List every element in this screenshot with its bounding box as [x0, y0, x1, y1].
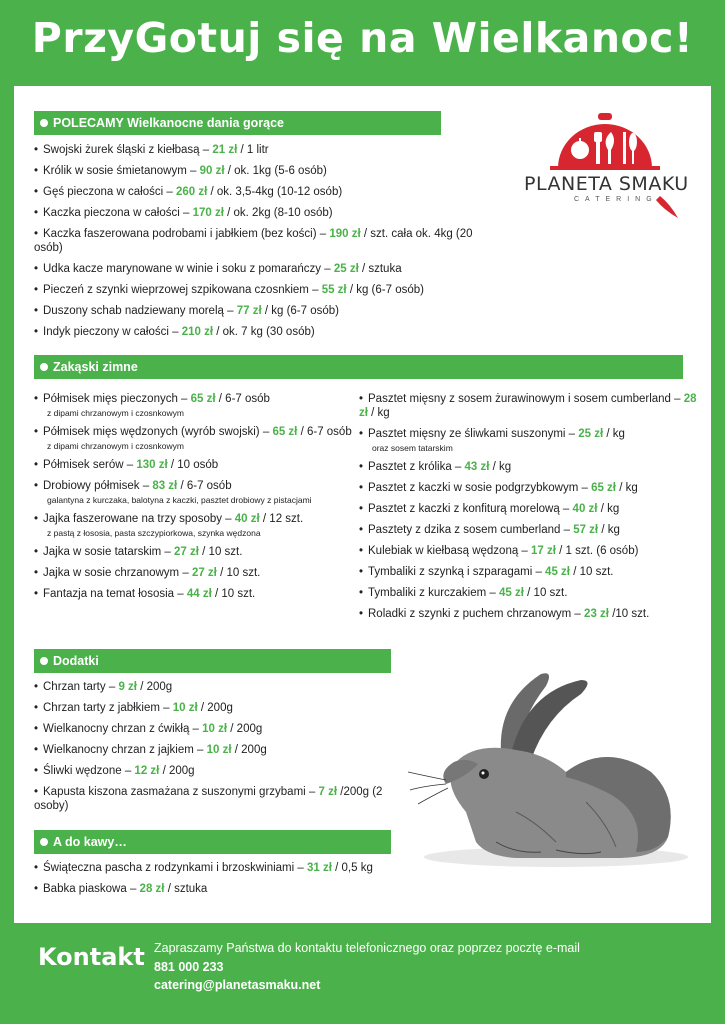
item-price: 28 zł [139, 883, 165, 895]
bullet-icon: • [34, 207, 39, 219]
bullet-icon: • [34, 426, 39, 438]
menu-item [34, 785, 414, 813]
item-name: Jajka w sosie tatarskim – [43, 546, 171, 558]
planeta-smaku-logo [510, 108, 700, 218]
rabbit-illustration [406, 662, 691, 872]
menu-item [359, 427, 704, 453]
item-price: 77 zł [236, 305, 262, 317]
bullet-icon: • [359, 524, 364, 536]
menu-item [34, 512, 354, 538]
item-name: Udka kacze marynowane w winie i soku z pomarańczy – [43, 263, 331, 275]
item-name: Pasztet z królika – [368, 461, 462, 473]
item-name: Wielkanocny chrzan z ćwikłą – [43, 723, 199, 735]
item-unit: / kg [606, 428, 625, 440]
menu-item [359, 392, 704, 420]
item-price: 10 zł [206, 744, 232, 756]
menu-item [34, 701, 414, 715]
item-name: Chrzan tarty z jabłkiem – [43, 702, 170, 714]
item-price: 65 zł [591, 482, 616, 494]
item-unit: / kg (6-7 osób) [349, 284, 424, 296]
menu-item [359, 481, 704, 495]
item-name: Indyk pieczony w całości – [43, 326, 179, 338]
menu-item [34, 861, 414, 875]
bullet-icon: • [359, 608, 364, 620]
menu-item [34, 566, 354, 580]
item-name: Półmisek mięs pieczonych – [43, 393, 188, 405]
item-unit: / sztuka [361, 263, 402, 275]
item-price: 40 zł [572, 503, 598, 515]
bullet-icon: • [34, 744, 39, 756]
item-price: 25 zł [578, 428, 604, 440]
item-price: 17 zł [531, 545, 556, 557]
item-name: Babka piaskowa – [43, 883, 137, 895]
menu-item [34, 722, 414, 736]
contact-invitation: Zapraszamy Państwa do kontaktu telefonicznego oraz poprzez pocztę e-mail [154, 941, 580, 955]
item-unit: / 10 szt. [527, 587, 568, 599]
item-name: Tymbaliki z szynką i szparagami – [368, 566, 542, 578]
item-name: Duszony schab nadziewany morelą – [43, 305, 234, 317]
item-description: oraz sosem tatarskim [372, 443, 453, 453]
menu-item [34, 185, 494, 199]
contact-phone[interactable]: 881 000 233 [154, 960, 224, 974]
item-unit: / sztuka [167, 883, 208, 895]
menu-item [34, 283, 494, 297]
item-price: 12 zł [134, 765, 160, 777]
item-unit: / ok. 1kg (5-6 osób) [227, 165, 327, 177]
bullet-icon: • [359, 545, 364, 557]
item-price: 27 zł [191, 567, 217, 579]
bullet-icon: • [359, 461, 364, 473]
menu-item [359, 523, 704, 537]
item-unit: / 200g [140, 681, 173, 693]
item-unit: / 1 szt. (6 osób) [559, 545, 639, 557]
bullet-icon: • [34, 480, 39, 492]
bullet-icon: • [34, 263, 39, 275]
section-heading-polecamy: POLECAMY Wielkanocne dania gorące [34, 111, 441, 135]
item-unit: / 10 szt. [220, 567, 261, 579]
menu-item [34, 164, 494, 178]
contact-footer [0, 923, 725, 1024]
page-header [0, 0, 725, 86]
menu-item [34, 587, 354, 601]
contact-email[interactable]: catering@planetasmaku.net [154, 978, 321, 992]
menu-item [34, 458, 354, 472]
item-unit: / ok. 3,5-4kg (10-12 osób) [210, 186, 343, 198]
item-unit: / 1 litr [240, 144, 269, 156]
item-unit: / 200g [200, 702, 233, 714]
item-name: Fantazja na temat łososia – [43, 588, 184, 600]
item-unit: / 200g [234, 744, 267, 756]
item-unit: / ok. 7 kg (30 osób) [216, 326, 315, 338]
item-price: 65 zł [272, 426, 298, 438]
bullet-dot-icon [40, 838, 48, 846]
item-name: Pieczeń z szynki wieprzowej szpikowana czosnkiem – [43, 284, 319, 296]
item-description: z dipami chrzanowym i czosnkowym [47, 408, 184, 418]
item-price: 190 zł [329, 228, 361, 240]
item-price: 23 zł [584, 608, 609, 620]
item-name: Pasztety z dzika z sosem cumberland – [368, 524, 570, 536]
item-price: 210 zł [181, 326, 214, 338]
bullet-icon: • [34, 786, 39, 798]
menu-item [359, 502, 704, 516]
bullet-dot-icon [40, 657, 48, 665]
item-description: galantyna z kurczaka, balotyna z kaczki, pasztet drobiowy z pistacjami [47, 495, 312, 505]
list-dodatki [34, 680, 414, 820]
bullet-icon: • [34, 393, 39, 405]
item-name: Chrzan tarty – [43, 681, 116, 693]
item-name: Jajka w sosie chrzanowym – [43, 567, 189, 579]
item-name: Półmisek mięs wędzonych (wyrób swojski) – [43, 426, 270, 438]
bullet-icon: • [34, 765, 39, 777]
item-price: 90 zł [199, 165, 225, 177]
logo-tagline: CATERING [574, 196, 658, 203]
item-price: 83 zł [152, 480, 178, 492]
bullet-icon: • [359, 393, 364, 405]
list-polecamy [34, 143, 494, 346]
menu-item [34, 304, 494, 318]
item-price: 45 zł [499, 587, 524, 599]
item-name: Tymbaliki z kurczakiem – [368, 587, 496, 599]
item-price: 45 zł [545, 566, 570, 578]
item-name: Pasztet z kaczki w sosie podgrzybkowym – [368, 482, 588, 494]
item-name: Półmisek serów – [43, 459, 134, 471]
bullet-icon: • [359, 566, 364, 578]
menu-item [34, 227, 494, 255]
item-name: Jajka faszerowane na trzy sposoby – [43, 513, 232, 525]
menu-item [34, 206, 494, 220]
item-price: 21 zł [212, 144, 238, 156]
rabbit-icon [406, 662, 691, 872]
menu-item [34, 143, 494, 157]
item-unit: / kg [600, 503, 620, 515]
item-price: 28 zł [359, 393, 697, 419]
item-unit: / kg [371, 407, 390, 419]
item-unit: / 200g [162, 765, 195, 777]
item-name: Pasztet mięsny ze śliwkami suszonymi – [368, 428, 576, 440]
menu-item [34, 392, 354, 418]
item-price: 44 zł [186, 588, 212, 600]
item-unit: /200g (2 osoby) [34, 786, 383, 812]
item-price: 260 zł [175, 186, 208, 198]
bullet-icon: • [34, 144, 39, 156]
item-name: Kaczka faszerowana podrobami i jabłkiem (bez kości) – [43, 228, 327, 240]
item-price: 7 zł [318, 786, 338, 798]
bullet-icon: • [34, 513, 39, 525]
bullet-dot-icon [40, 119, 48, 127]
menu-item [34, 545, 354, 559]
bullet-icon: • [34, 546, 39, 558]
item-unit: / 200g [230, 723, 263, 735]
item-unit: / ok. 2kg (8-10 osób) [227, 207, 333, 219]
menu-item [34, 479, 354, 505]
bullet-icon: • [34, 862, 39, 874]
item-unit: / kg [619, 482, 638, 494]
page-title: PrzyGotuj się na Wielkanoc! [31, 14, 694, 62]
menu-item [359, 460, 704, 474]
bullet-icon: • [34, 588, 39, 600]
menu-item [359, 607, 704, 621]
item-name: Królik w sosie śmietanowym – [43, 165, 197, 177]
item-name: Gęś pieczona w całości – [43, 186, 173, 198]
menu-item [34, 882, 414, 896]
bullet-icon: • [34, 723, 39, 735]
item-price: 10 zł [202, 723, 228, 735]
bullet-icon: • [34, 326, 39, 338]
item-price: 40 zł [234, 513, 260, 525]
item-price: 65 zł [190, 393, 216, 405]
item-price: 55 zł [321, 284, 347, 296]
bullet-icon: • [359, 428, 364, 440]
item-price: 10 zł [172, 702, 198, 714]
bullet-icon: • [34, 305, 39, 317]
menu-item [359, 586, 704, 600]
item-price: 31 zł [306, 862, 332, 874]
item-unit: / kg [492, 461, 512, 473]
menu-item [34, 680, 414, 694]
item-unit: / 10 szt. [214, 588, 256, 600]
item-unit: / 10 szt. [202, 546, 243, 558]
bullet-icon: • [359, 503, 364, 515]
item-price: 27 zł [174, 546, 199, 558]
bullet-icon: • [34, 567, 39, 579]
item-name: Kulebiak w kiełbasą wędzoną – [368, 545, 528, 557]
menu-item [34, 743, 414, 757]
item-unit: / 6-7 osób [300, 426, 352, 438]
menu-item [34, 325, 494, 339]
bullet-icon: • [34, 165, 39, 177]
item-unit: /10 szt. [612, 608, 650, 620]
list-kawa [34, 861, 414, 903]
item-name: Pasztet z kaczki z konfiturą morelową – [368, 503, 570, 515]
item-unit: / kg (6-7 osób) [264, 305, 339, 317]
bullet-icon: • [359, 482, 364, 494]
bullet-icon: • [34, 228, 39, 240]
menu-item [34, 425, 354, 451]
item-price: 9 zł [118, 681, 137, 693]
menu-item [359, 565, 704, 579]
item-unit: / 6-7 osób [180, 480, 232, 492]
item-unit: / kg [601, 524, 620, 536]
menu-item [34, 764, 414, 778]
item-name: Swojski żurek śląski z kiełbasą – [43, 144, 210, 156]
item-unit: / 10 osób [170, 459, 219, 471]
menu-sheet [14, 86, 711, 923]
contact-title: Kontakt [38, 943, 145, 971]
bullet-icon: • [34, 883, 39, 895]
item-unit: / 12 szt. [262, 513, 304, 525]
item-unit: / 0,5 kg [335, 862, 373, 874]
item-unit: / 10 szt. [573, 566, 614, 578]
bullet-dot-icon [40, 363, 48, 371]
menu-item [34, 262, 494, 276]
list-zakaski-right [359, 392, 704, 628]
item-unit: / 6-7 osób [218, 393, 270, 405]
item-price: 130 zł [136, 459, 168, 471]
item-name: Kaczka pieczona w całości – [43, 207, 190, 219]
item-name: Wielkanocny chrzan z jajkiem – [43, 744, 204, 756]
list-zakaski-left [34, 392, 354, 608]
section-heading-kawa: A do kawy… [34, 830, 391, 854]
item-price: 170 zł [192, 207, 224, 219]
bullet-icon: • [34, 284, 39, 296]
item-description: z pastą z łososia, pasta szczypiorkowa, szynka wędzona [47, 528, 261, 538]
bullet-icon: • [34, 459, 39, 471]
section-heading-dodatki: Dodatki [34, 649, 391, 673]
item-name: Kapusta kiszona zasmażana z suszonymi grzybami – [43, 786, 316, 798]
item-name: Świąteczna pascha z rodzynkami i brzoskwiniami – [43, 862, 304, 874]
item-price: 57 zł [573, 524, 599, 536]
menu-item [359, 544, 704, 558]
item-name: Śliwki wędzone – [43, 765, 132, 777]
item-unit: / szt. cała ok. 4kg (20 osób) [34, 228, 473, 254]
item-price: 43 zł [464, 461, 490, 473]
section-heading-zakaski: Zakąski zimne [34, 355, 683, 379]
item-name: Pasztet mięsny z sosem żurawinowym i sosem cumberland – [368, 393, 681, 405]
item-name: Drobiowy półmisek – [43, 480, 150, 492]
item-price: 25 zł [333, 263, 359, 275]
bullet-icon: • [34, 186, 39, 198]
bullet-icon: • [34, 681, 39, 693]
logo-brand: PLANETA SMAKU [524, 173, 689, 195]
bullet-icon: • [34, 702, 39, 714]
item-description: z dipami chrzanowym i czosnkowym [47, 441, 184, 451]
bullet-icon: • [359, 587, 364, 599]
item-name: Roladki z szynki z puchem chrzanowym – [368, 608, 581, 620]
